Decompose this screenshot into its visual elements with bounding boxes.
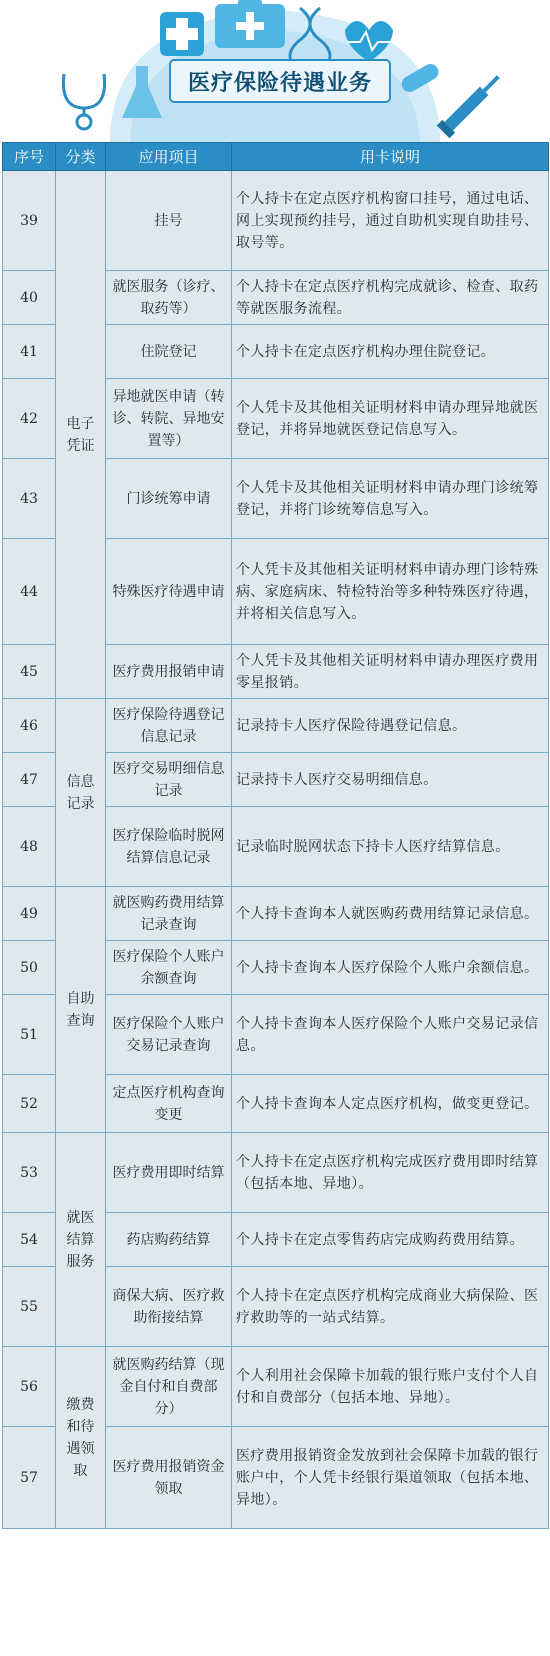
table-row xyxy=(3,887,549,941)
row-description: 个人持卡在定点医疗机构完成商业大病保险、医疗救助等的一站式结算。 xyxy=(232,1267,549,1347)
table-row xyxy=(3,1347,549,1427)
row-item: 住院登记 xyxy=(106,325,232,379)
row-description: 个人持卡查询本人定点医疗机构，做变更登记。 xyxy=(232,1075,549,1133)
row-description: 记录临时脱网状态下持卡人医疗结算信息。 xyxy=(232,807,549,887)
syringe-icon xyxy=(437,70,505,138)
row-description: 记录持卡人医疗交易明细信息。 xyxy=(232,753,549,807)
watermark-text: 工人日报 xyxy=(483,1631,536,1647)
row-seq: 46 xyxy=(3,699,56,753)
row-description: 个人持卡在定点医疗机构办理住院登记。 xyxy=(232,325,549,379)
medical-kit-icon xyxy=(215,0,285,48)
row-item: 商保大病、医疗救助衔接结算 xyxy=(106,1267,232,1347)
row-seq: 42 xyxy=(3,379,56,459)
table-row xyxy=(3,171,549,271)
row-description: 个人持卡在定点零售药店完成购药费用结算。 xyxy=(232,1213,549,1267)
medical-cross-icon xyxy=(160,12,204,56)
header-category: 分类 xyxy=(56,143,106,171)
row-item: 门诊统筹申请 xyxy=(106,459,232,539)
row-description: 个人持卡在定点医疗机构完成医疗费用即时结算（包括本地、异地）。 xyxy=(232,1133,549,1213)
row-seq: 50 xyxy=(3,941,56,995)
table-row xyxy=(3,1133,549,1213)
row-description: 个人持卡查询本人医疗保险个人账户交易记录信息。 xyxy=(232,995,549,1075)
category-cell: 缴费和待遇领取 xyxy=(56,1347,106,1529)
row-seq: 45 xyxy=(3,645,56,699)
header-item: 应用项目 xyxy=(106,143,232,171)
row-seq: 41 xyxy=(3,325,56,379)
row-item: 医疗费用报销申请 xyxy=(106,645,232,699)
row-seq: 48 xyxy=(3,807,56,887)
row-seq: 51 xyxy=(3,995,56,1075)
watermark xyxy=(462,1626,536,1648)
row-description: 个人凭卡及其他相关证明材料申请办理异地就医登记，并将异地就医登记信息写入。 xyxy=(232,379,549,459)
row-seq: 47 xyxy=(3,753,56,807)
row-item: 就医购药结算（现金自付和自费部分） xyxy=(106,1347,232,1427)
category-cell: 电子凭证 xyxy=(56,171,106,699)
row-description: 个人利用社会保障卡加载的银行账户支付个人自付和自费部分（包括本地、异地）。 xyxy=(232,1347,549,1427)
row-seq: 55 xyxy=(3,1267,56,1347)
row-description: 个人持卡查询本人就医购药费用结算记录信息。 xyxy=(232,887,549,941)
row-item: 就医购药费用结算记录查询 xyxy=(106,887,232,941)
row-description: 个人凭卡及其他相关证明材料申请办理门诊特殊病、家庭病床、特检特治等多种特殊医疗待遇，并将相关信息写入。 xyxy=(232,539,549,645)
row-item: 异地就医申请（转诊、转院、异地安置等） xyxy=(106,379,232,459)
row-item: 医疗保险待遇登记信息记录 xyxy=(106,699,232,753)
header-description: 用卡说明 xyxy=(232,143,549,171)
insurance-services-table xyxy=(2,142,549,1529)
row-description: 个人凭卡及其他相关证明材料申请办理医疗费用零星报销。 xyxy=(232,645,549,699)
wechat-icon xyxy=(462,1628,480,1646)
row-seq: 57 xyxy=(3,1427,56,1529)
row-item: 医疗保险个人账户交易记录查询 xyxy=(106,995,232,1075)
category-cell: 自助查询 xyxy=(56,887,106,1133)
row-seq: 53 xyxy=(3,1133,56,1213)
row-item: 定点医疗机构查询变更 xyxy=(106,1075,232,1133)
row-description: 个人持卡在定点医疗机构窗口挂号，通过电话、网上实现预约挂号，通过自助机实现自助挂号、取号等。 xyxy=(232,171,549,271)
row-item: 医疗费用即时结算 xyxy=(106,1133,232,1213)
row-item: 就医服务（诊疗、取药等） xyxy=(106,271,232,325)
row-description: 医疗费用报销资金发放到社会保障卡加载的银行账户中，个人凭卡经银行渠道领取（包括本地、异地）。 xyxy=(232,1427,549,1529)
row-item: 医疗保险临时脱网结算信息记录 xyxy=(106,807,232,887)
category-cell: 就医结算服务 xyxy=(56,1133,106,1347)
row-seq: 49 xyxy=(3,887,56,941)
row-seq: 40 xyxy=(3,271,56,325)
row-description: 个人持卡在定点医疗机构完成就诊、检查、取药等就医服务流程。 xyxy=(232,271,549,325)
row-seq: 43 xyxy=(3,459,56,539)
row-item: 医疗保险个人账户余额查询 xyxy=(106,941,232,995)
row-item: 特殊医疗待遇申请 xyxy=(106,539,232,645)
row-item: 医疗交易明细信息记录 xyxy=(106,753,232,807)
row-item: 药店购药结算 xyxy=(106,1213,232,1267)
header-seq: 序号 xyxy=(3,143,56,171)
page-title: 医疗保险待遇业务 xyxy=(187,70,372,96)
row-description: 个人凭卡及其他相关证明材料申请办理门诊统筹登记，并将门诊统筹信息写入。 xyxy=(232,459,549,539)
row-seq: 44 xyxy=(3,539,56,645)
row-seq: 52 xyxy=(3,1075,56,1133)
row-description: 个人持卡查询本人医疗保险个人账户余额信息。 xyxy=(232,941,549,995)
table-header-row xyxy=(3,143,549,171)
row-seq: 56 xyxy=(3,1347,56,1427)
table-row xyxy=(3,699,549,753)
banner xyxy=(0,0,550,142)
row-item: 医疗费用报销资金领取 xyxy=(106,1427,232,1529)
row-seq: 54 xyxy=(3,1213,56,1267)
row-description: 记录持卡人医疗保险待遇登记信息。 xyxy=(232,699,549,753)
row-item: 挂号 xyxy=(106,171,232,271)
category-cell: 信息记录 xyxy=(56,699,106,887)
row-seq: 39 xyxy=(3,171,56,271)
stethoscope-icon xyxy=(63,74,104,129)
